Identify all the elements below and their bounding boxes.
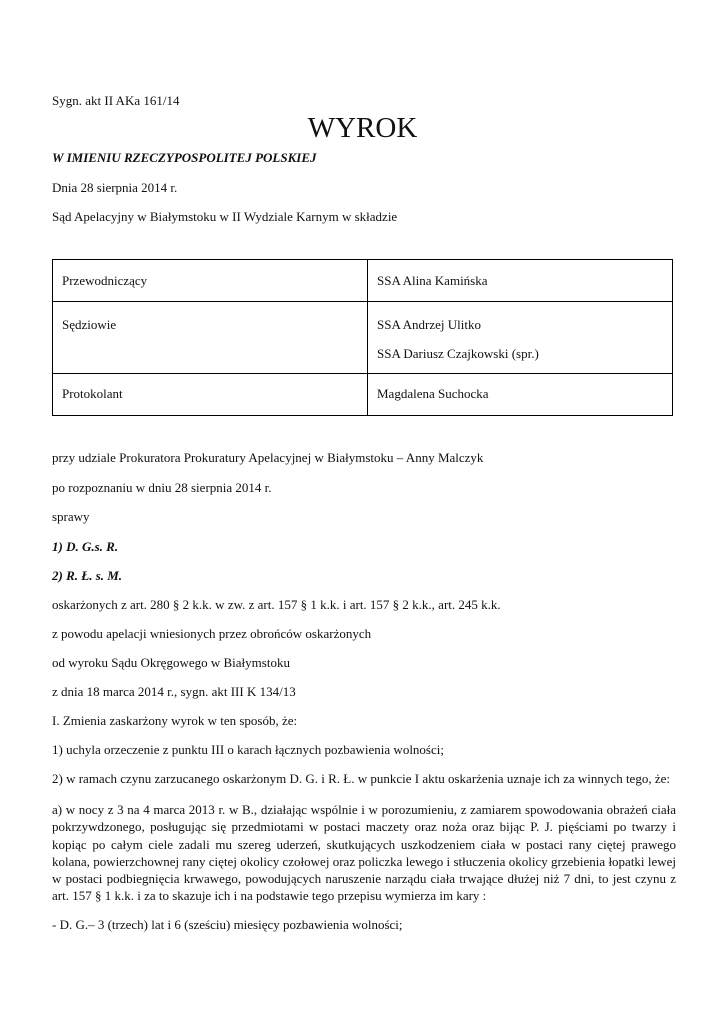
table-cell xyxy=(53,374,368,416)
presiding-name: SSA Alina Kamińska xyxy=(377,273,488,288)
defendant-1: 1) D. G.s. R. xyxy=(52,539,119,554)
table-row xyxy=(53,260,673,302)
table-row xyxy=(53,374,673,416)
table-cell xyxy=(368,302,673,374)
document-subtitle: W IMIENIU RZECZYPOSPOLITEJ POLSKIEJ xyxy=(52,150,317,165)
charges-line: oskarżonych z art. 280 § 2 k.k. w zw. z art. 157 § 1 k.k. i art. 157 § 2 k.k., art. 245 k.k. xyxy=(52,597,501,612)
point-1: 1) uchyla orzeczenie z punktu III o karach łącznych pozbawienia wolności; xyxy=(52,742,444,757)
table-cell xyxy=(53,260,368,302)
court-composition-table xyxy=(52,259,673,416)
hearing-line: po rozpoznaniu w dniu 28 sierpnia 2014 r. xyxy=(52,480,272,495)
point-a-paragraph: a) w nocy z 3 na 4 marca 2013 r. w B., działając wspólnie i w porozumieniu, z zamiarem spowodowania obrażeń ciała pokrzywdzonego, posługując się przedmiotami w postaci maczety oraz noża oraz bijąc P. J. pięściami po twarzy i kopiąc po całym ciele zadali mu szereg uderzeń, skutkujących uszkodzeniem ciała w postaci rany ciętej prawego kolana, powierzchownej rany ciętej okolicy czołowej oraz policzka lewego i stłuczenia okolicy grzebienia łopatki lewej w postaci podbiegnięcia krwawego, powodujących naruszenie narządu ciała trwające dłużej niż 7 dni, to jest czynu z art. 157 § 1 k.k. i za to skazuje ich i na podstawie tego przepisu wymierza im kary : xyxy=(52,802,676,904)
judge-name: SSA Andrzej Ulitko xyxy=(377,317,482,332)
judge-name: SSA Dariusz Czajkowski (spr.) xyxy=(377,346,539,361)
prosecutor-line: przy udziale Prokuratora Prokuratury Apelacyjnej w Białymstoku – Anny Malczyk xyxy=(52,450,484,465)
document-title: WYROK xyxy=(307,112,418,144)
point-2: 2) w ramach czynu zarzucanego oskarżonym D. G. i R. Ł. w punkcie I aktu oskarżenia uznaje ich za winnych tego, że: xyxy=(52,771,670,786)
table-cell xyxy=(368,260,673,302)
point-i: I. Zmienia zaskarżony wyrok w ten sposób, że: xyxy=(52,713,298,728)
table-cell xyxy=(368,374,673,416)
lower-judgment-date: z dnia 18 marca 2014 r., sygn. akt III K 134/13 xyxy=(52,684,296,699)
presiding-label: Przewodniczący xyxy=(62,273,148,288)
case-line: sprawy xyxy=(52,509,90,524)
clerk-label: Protokolant xyxy=(62,386,123,401)
defendant-2: 2) R. Ł. s. M. xyxy=(52,568,123,583)
sentence-line: - D. G.– 3 (trzech) lat i 6 (sześciu) miesięcy pozbawienia wolności; xyxy=(52,917,403,932)
lower-court-line: od wyroku Sądu Okręgowego w Białymstoku xyxy=(52,655,290,670)
judges-label: Sędziowie xyxy=(62,317,117,332)
table-row xyxy=(53,302,673,374)
judgment-date: Dnia 28 sierpnia 2014 r. xyxy=(52,180,178,195)
table-cell xyxy=(53,302,368,374)
clerk-name: Magdalena Suchocka xyxy=(377,386,489,401)
court-name: Sąd Apelacyjny w Białymstoku w II Wydziale Karnym w składzie xyxy=(52,209,398,224)
appeal-line: z powodu apelacji wniesionych przez obrońców oskarżonych xyxy=(52,626,372,641)
case-signature: Sygn. akt II AKa 161/14 xyxy=(52,93,180,108)
